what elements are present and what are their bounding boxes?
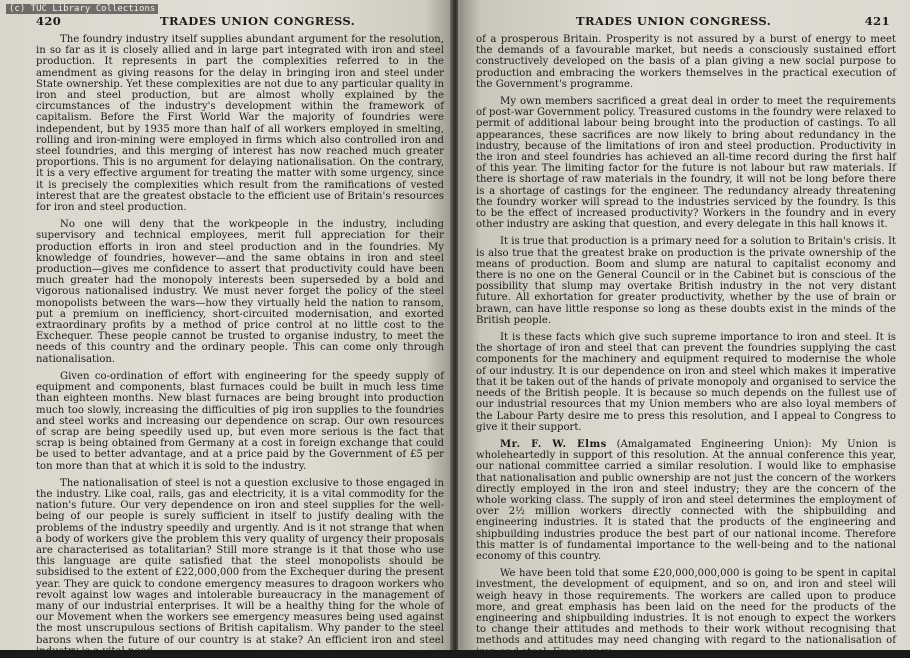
left-page xyxy=(0,0,452,657)
right-paragraph-2: It is true that production is a primary need for a solution to Britain's crisis. It is also true that the greatest brake on production is the private ownership of the means of production. Boom and slump are natural to capitalist economy and there is no one on the General Council or in the Cabinet but is conscious of the possibility that slump may overtake British industry in the not very distant future. All exhortation for greater productivity, whether by the use of brain or brawn, can have little response so long as these doubts exist in the minds of the British people. xyxy=(476,236,896,326)
right-final-paragraph: We have been told that some £20,000,000,000 is going to be spent in capital investment, the development of equipment, and so on, and iron and steel will weigh heavy in those requirements. The workers are called upon to produce more, and great emphasis has been laid on the need for the products of the engineering and shipbuilding industries. It is not enough to expect the workers to change their attitudes and methods to their work without recognising that methods and attitudes may need changing with regard to the nationalisation of iron and steel. Emergency xyxy=(476,568,896,658)
left-page-header xyxy=(36,14,444,34)
speaker-name: Mr. F. W. Elms xyxy=(500,438,607,450)
right-page-header xyxy=(476,14,896,34)
right-paragraph-1: My own members sacrificed a great deal in order to meet the requirements of post-war Government policy. Treasured customs in the foundry were relaxed to permit of additional labour being brought into the production of castings. To all appearances, these sacrifices are now likely to bring about redundancy in the industry, because of the limitations of iron and steel production. Productivity in the iron and steel foundries has achieved an all-time record during the first half of this year. The limiting factor for the future is not labour but raw materials. If there is shortage of raw materials in the foundry, it will not be long before there is a shortage of castings for the engineer. The redundancy already threatening the foundry worker will spread to the industries serviced by the foundry. Is this to be the effect of increased productivity? Workers in the foundry and in every other industry are asking that question, and every delegate in this hall knows it. xyxy=(476,96,896,231)
left-page-number: 420 xyxy=(36,14,62,28)
left-page-body xyxy=(36,34,444,657)
right-continuation-paragraph: of a prosperous Britain. Prosperity is not assured by a burst of energy to meet the demands of a favourable market, but needs a consciously sustained effort constructively developed on the basis of a plan giving a new social purpose to production and embracing the workers themselves in the practical execution of the Government's programme. xyxy=(476,34,896,90)
right-page-body xyxy=(476,34,896,658)
left-paragraph-4: The nationalisation of steel is not a question exclusive to those engaged in the industry. Like coal, rails, gas and electricity, it is a vital commodity for the nation's future. Our very dependence on iron and steel supplies for the well-being of our people is surely sufficient in itself to justify dealing with the problems of the industry speedily and urgently. And is it not strange that when a body of workers give the problem this very quality of urgency their proposals are characterised as totalitarian? Still more strange is it that those who use this language are quite satisfied that the steel monopolists should be subsidised to the extent of £22,000,000 from the Exchequer during the present year. They are quick to condone emergency measures to dragoon workers who revolt against low wages and intolerable bureaucracy in the management of many of our industrial enterprises. It will be a healthy thing for the whole of our Movement when the workers see emergency measures being used against the most unscrupulous sections of British capitalism. Why pander to the steel barons when the future of our country is at stake? An efficient iron and steel industry is a vital need xyxy=(36,477,444,657)
left-paragraph-3: Given co-ordination of effort with engineering for the speedy supply of equipment and components, blast furnaces could be built in much less time than eighteen months. New blast furnaces are being brought into production much too slowly, increasing the difficulties of pig iron supplies to the foundries and steel works and increasing our dependence on scrap. Our own resources of scrap are being speedily used up, but even more serious is the fact that scrap is being obtained from Germany at a cost in foreign exchange that could be used to better advantage, and at a price paid by the Government of £5 per ton more than that at which it is sold to the industry. xyxy=(36,370,444,472)
right-paragraph-3: It is these facts which give such supreme importance to iron and steel. It is the shortage of iron and steel that can prevent the foundries supplying the cast components for the machinery and equipment required to modernise the whole of our industry. It is our dependence on iron and steel which makes it imperative that it be taken out of the hands of private monopoly and organised to service the needs of the British people. It is because so much depends on the fullest use of our industrial resources that my Union members who are also loyal members of the Labour Party desire me to press this resolution, and I appeal to Congress to give it their support. xyxy=(476,332,896,433)
speaker-text: (Amalgamated Engineering Union): My Union is wholeheartedly in support of this resolution. At the annual conference this year, our national committee carried a similar resolution. I would like to emphasise that nationalisation and public ownership are not just the concern of the workers directly employed in the iron and steel industry; they are the concern of the whole working class. The supply of iron and steel determines the employment of over 2½ million workers directly connected with the shipbuilding and engineering industries. It is stated that the products of the engineering and shipbuilding industries produce the best part of our national income. Therefore this matter is of fundamental importance to the well-being and to the national economy of this country. xyxy=(476,438,896,562)
left-paragraph-1: The foundry industry itself supplies abundant argument for the resolution, in so far as it is closely allied and in large part integrated with iron and steel production. It represents in part the complexities referred to in the amendment as giving reasons for the delay in bringing iron and steel under State ownership. Yet these complexities are not due to any particular quality in iron and steel production, but are almost wholly explained by the circumstances of the industry's development within the framework of capitalism. Before the First World War the majority of foundries were independent, but by 1935 more than half of all workers employed in smelting, rolling and iron-mining were employed in firms which also controlled iron and steel foundries, and this merging of interest has now reached much greater proportions. This is no argument for delaying nationalisation. On the contrary, it is a very effective argument for treating the matter with some urgency, since it is precisely the complexities which result from the ramifications of vested interest that are the greatest obstacle to the efficient use of Britain's resources for iron and steel production. xyxy=(36,34,444,214)
collection-watermark: (c) TUC Library Collections xyxy=(6,4,158,14)
speaker-paragraph xyxy=(476,439,896,562)
right-page-number: 421 xyxy=(864,14,890,28)
right-running-head: TRADES UNION CONGRESS. xyxy=(576,14,772,28)
left-paragraph-2: No one will deny that the workpeople in the industry, including supervisory and technical employees, merit full appreciation for their production efforts in iron and steel production and in the foundries. My knowledge of foundries, however—and the same obtains in iron and steel production—gives me confidence to assert that productivity could have been much greater had the monopoly interests been superseded by a bold and vigorous nationalised industry. We must never forget the policy of the steel monopolists between the wars—how they virtually held the nation to ransom, put a premium on inefficiency, short-circuited modernisation, and exorted extraordinary profits by a method of price control at no little cost to the Exchequer. These people cannot be trusted to organise industry, to meet the needs of this country and the ordinary people. This can come only through nationalisation. xyxy=(36,219,444,365)
left-running-head: TRADES UNION CONGRESS. xyxy=(160,14,356,28)
right-page xyxy=(458,0,910,658)
